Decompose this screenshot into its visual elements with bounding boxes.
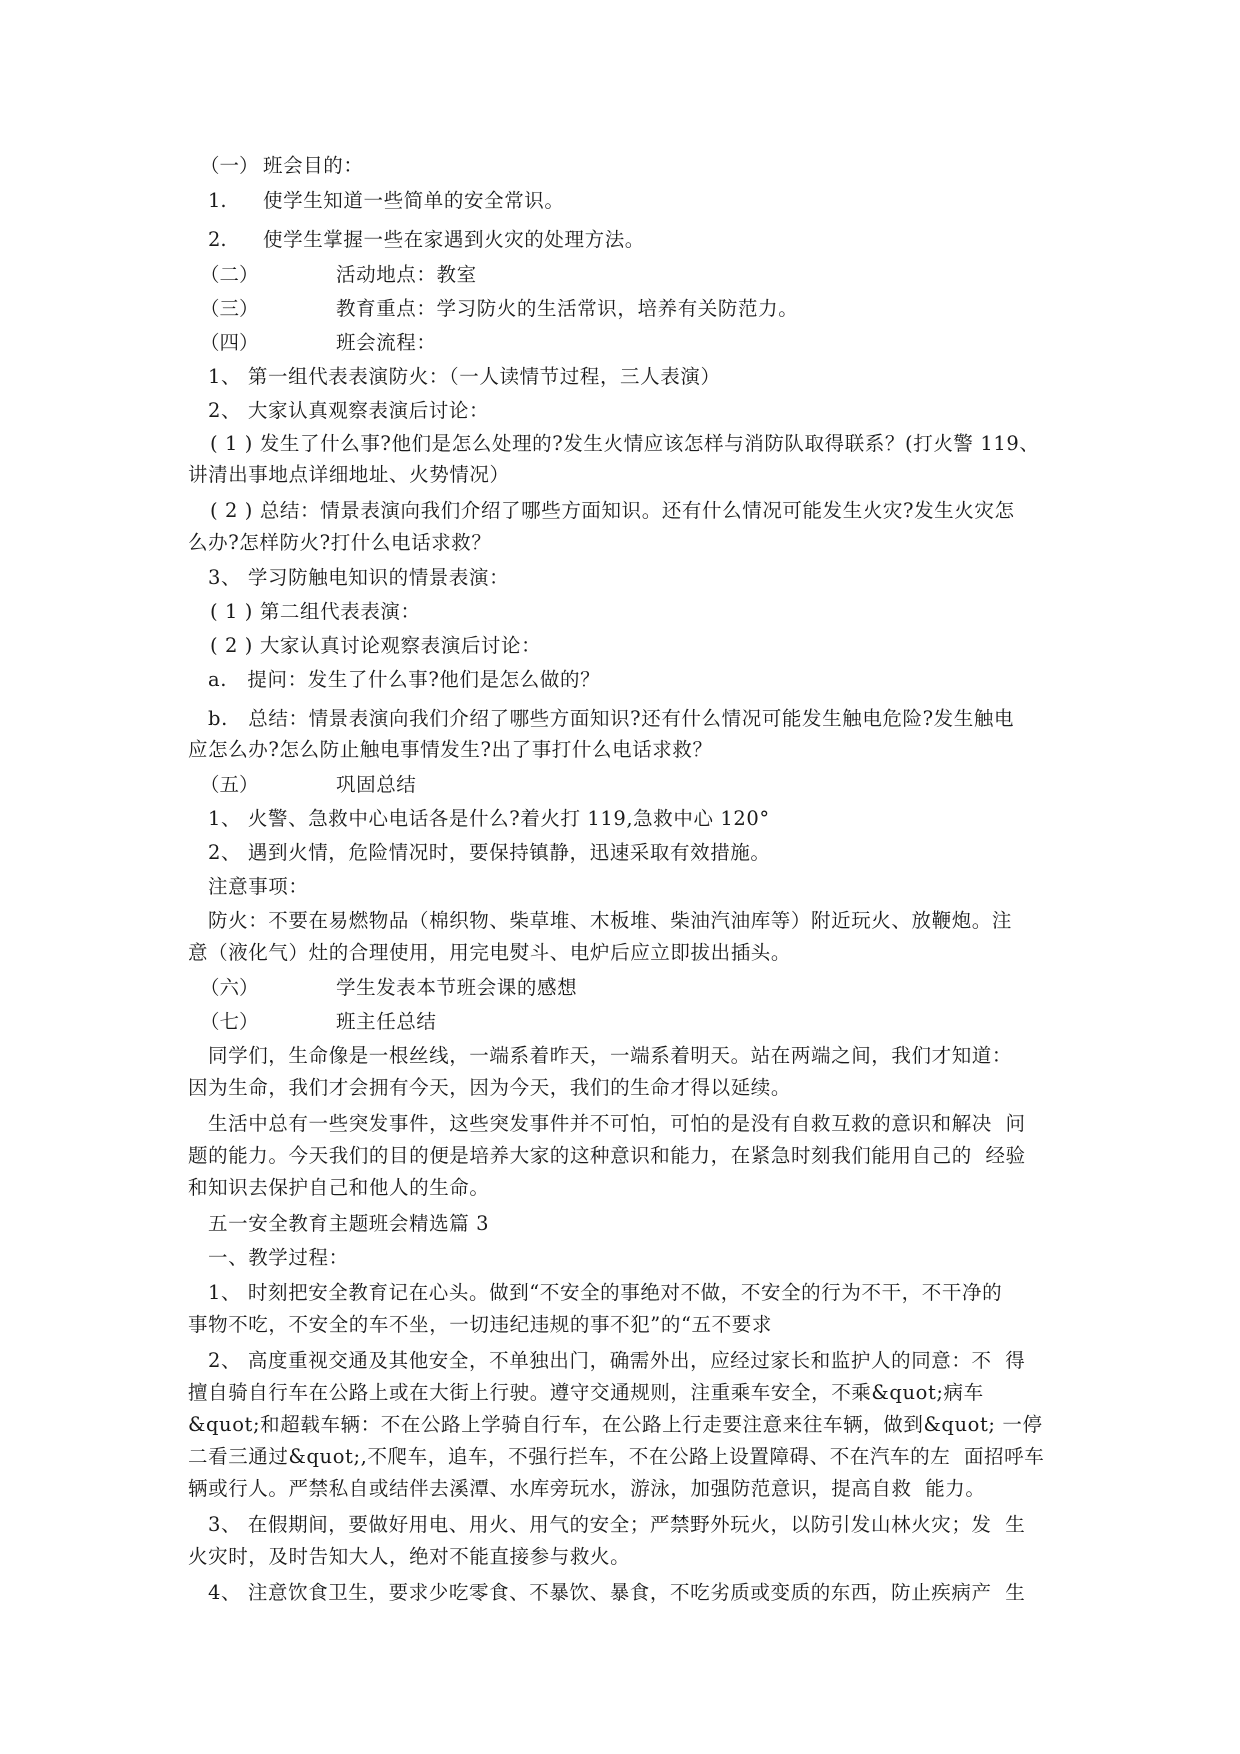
goal-2-number: 2. <box>208 228 227 251</box>
process-item-2-cont-2: &quot;和超载车辆：不在公路上学骑自行车，在公路上行走要注意来往车辆，做到&quot; 一停 <box>188 1413 1043 1436</box>
notes-fire-text: 防火：不要在易燃物品（棉织物、柴草堆、木板堆、柴油汽油库等）附近玩火、放鞭炮。注 <box>208 909 1013 932</box>
section-6-heading: 学生发表本节班会课的感想 <box>336 976 578 999</box>
section-4-heading: 班会流程： <box>336 331 437 354</box>
notes-heading: 注意事项： <box>208 875 309 898</box>
goal-2-text: 使学生掌握一些在家遇到火灾的处理方法。 <box>263 228 645 251</box>
summary-item-2: 2、 遇到火情，危险情况时，要保持镇静，迅速采取有效措施。 <box>208 841 771 864</box>
closing-paragraph-1: 同学们，生命像是一根丝线，一端系着昨天，一端系着明天。站在两端之间，我们才知道： <box>208 1044 1013 1067</box>
section-4-label: （四） <box>200 331 259 354</box>
flow-item-3: 3、 学习防触电知识的情景表演： <box>208 566 510 589</box>
flow-item-3-sub-a: a. 提问：发生了什么事?他们是怎么做的？ <box>208 668 601 691</box>
process-item-1-cont: 事物不吃，不安全的车不坐，一切违纪违规的事不犯”的“五不要求 <box>188 1313 772 1336</box>
flow-item-2: 2、 大家认真观察表演后讨论： <box>208 399 490 422</box>
flow-item-3-sub-2: ( 2 ) 大家认真讨论观察表演后讨论： <box>210 634 542 657</box>
closing-paragraph-2-cont-1: 题的能力。今天我们的目的便是培养大家的这种意识和能力，在紧急时刻我们能用自己的 经验 <box>188 1144 1026 1167</box>
section-1-label: （一） <box>200 154 259 177</box>
goal-1-number: 1. <box>208 189 227 212</box>
section-7-label: （七） <box>200 1010 259 1033</box>
flow-item-2-sub-1: ( 1 ) 发生了什么事?他们是怎么处理的?发生火情应该怎样与消防队取得联系？(打火警 119、 <box>210 432 1040 455</box>
process-item-1: 1、 时刻把安全教育记在心头。做到“不安全的事绝对不做，不安全的行为不干，不干净的 <box>208 1281 1003 1304</box>
section-3-heading: 教育重点：学习防火的生活常识，培养有关防范力。 <box>336 297 799 320</box>
flow-item-2-sub-2: ( 2 ) 总结：情景表演向我们介绍了哪些方面知识。还有什么情况可能发生火灾?发生火灾怎 <box>210 499 1015 522</box>
flow-item-3-sub-b-cont: 应怎么办?怎么防止触电事情发生?出了事打什么电话求救？ <box>188 738 713 761</box>
process-item-4: 4、 注意饮食卫生，要求少吃零食、不暴饮、暴食，不吃劣质或变质的东西，防止疾病产 生 <box>208 1581 1026 1604</box>
process-item-3-cont: 火灾时，及时告知大人，绝对不能直接参与救火。 <box>188 1545 631 1568</box>
closing-paragraph-2-cont-2: 和知识去保护自己和他人的生命。 <box>188 1176 490 1199</box>
section-1-heading: 班会目的： <box>263 154 364 177</box>
flow-item-1: 1、 第一组代表表演防火：（一人读情节过程，三人表演） <box>208 365 721 388</box>
flow-item-2-sub-1-cont: 讲清出事地点详细地址、火势情况） <box>188 463 510 486</box>
process-item-3: 3、 在假期间，要做好用电、用火、用气的安全；严禁野外玩火，以防引发山林火灾；发 生 <box>208 1513 1026 1536</box>
teaching-process-heading: 一、教学过程： <box>208 1246 349 1269</box>
goal-1-text: 使学生知道一些简单的安全常识。 <box>263 189 565 212</box>
section-2-heading: 活动地点：教室 <box>336 263 477 286</box>
summary-item-1: 1、 火警、急救中心电话各是什么?着火打 119,急救中心 120° <box>208 807 770 830</box>
section-6-label: （六） <box>200 976 259 999</box>
section-5-heading: 巩固总结 <box>336 773 417 796</box>
notes-fire-text-cont: 意（液化气）灶的合理使用，用完电熨斗、电炉后应立即拔出插头。 <box>188 941 792 964</box>
section-2-label: （二） <box>200 263 259 286</box>
section-3-label: （三） <box>200 297 259 320</box>
flow-item-3-sub-b: b. 总结：情景表演向我们介绍了哪些方面知识?还有什么情况可能发生触电危险?发生触电 <box>208 707 1015 730</box>
process-item-2: 2、 高度重视交通及其他安全，不单独出门，确需外出，应经过家长和监护人的同意：不 得 <box>208 1349 1026 1372</box>
article-title: 五一安全教育主题班会精选篇 3 <box>208 1212 490 1235</box>
process-item-2-cont-3: 二看三通过&quot;,不爬车，追车，不强行拦车，不在公路上设置障碍、不在汽车的左 面招呼车 <box>188 1445 1045 1468</box>
process-item-2-cont-4: 辆或行人。严禁私自或结伴去溪潭、水库旁玩水，游泳，加强防范意识，提高自救 能力。 <box>188 1477 986 1500</box>
closing-paragraph-2: 生活中总有一些突发事件，这些突发事件并不可怕，可怕的是没有自救互救的意识和解决 问 <box>208 1112 1026 1135</box>
closing-paragraph-1-cont: 因为生命，我们才会拥有今天，因为今天，我们的生命才得以延续。 <box>188 1076 792 1099</box>
flow-item-3-sub-1: ( 1 ) 第二组代表表演： <box>210 600 421 623</box>
process-item-2-cont-1: 擅自骑自行车在公路上或在大街上行驶。遵守交通规则，注重乘车安全，不乘&quot;病车 <box>188 1381 984 1404</box>
section-5-label: （五） <box>200 773 259 796</box>
section-7-heading: 班主任总结 <box>336 1010 437 1033</box>
flow-item-2-sub-2-cont: 么办?怎样防火?打什么电话求救？ <box>188 531 492 554</box>
